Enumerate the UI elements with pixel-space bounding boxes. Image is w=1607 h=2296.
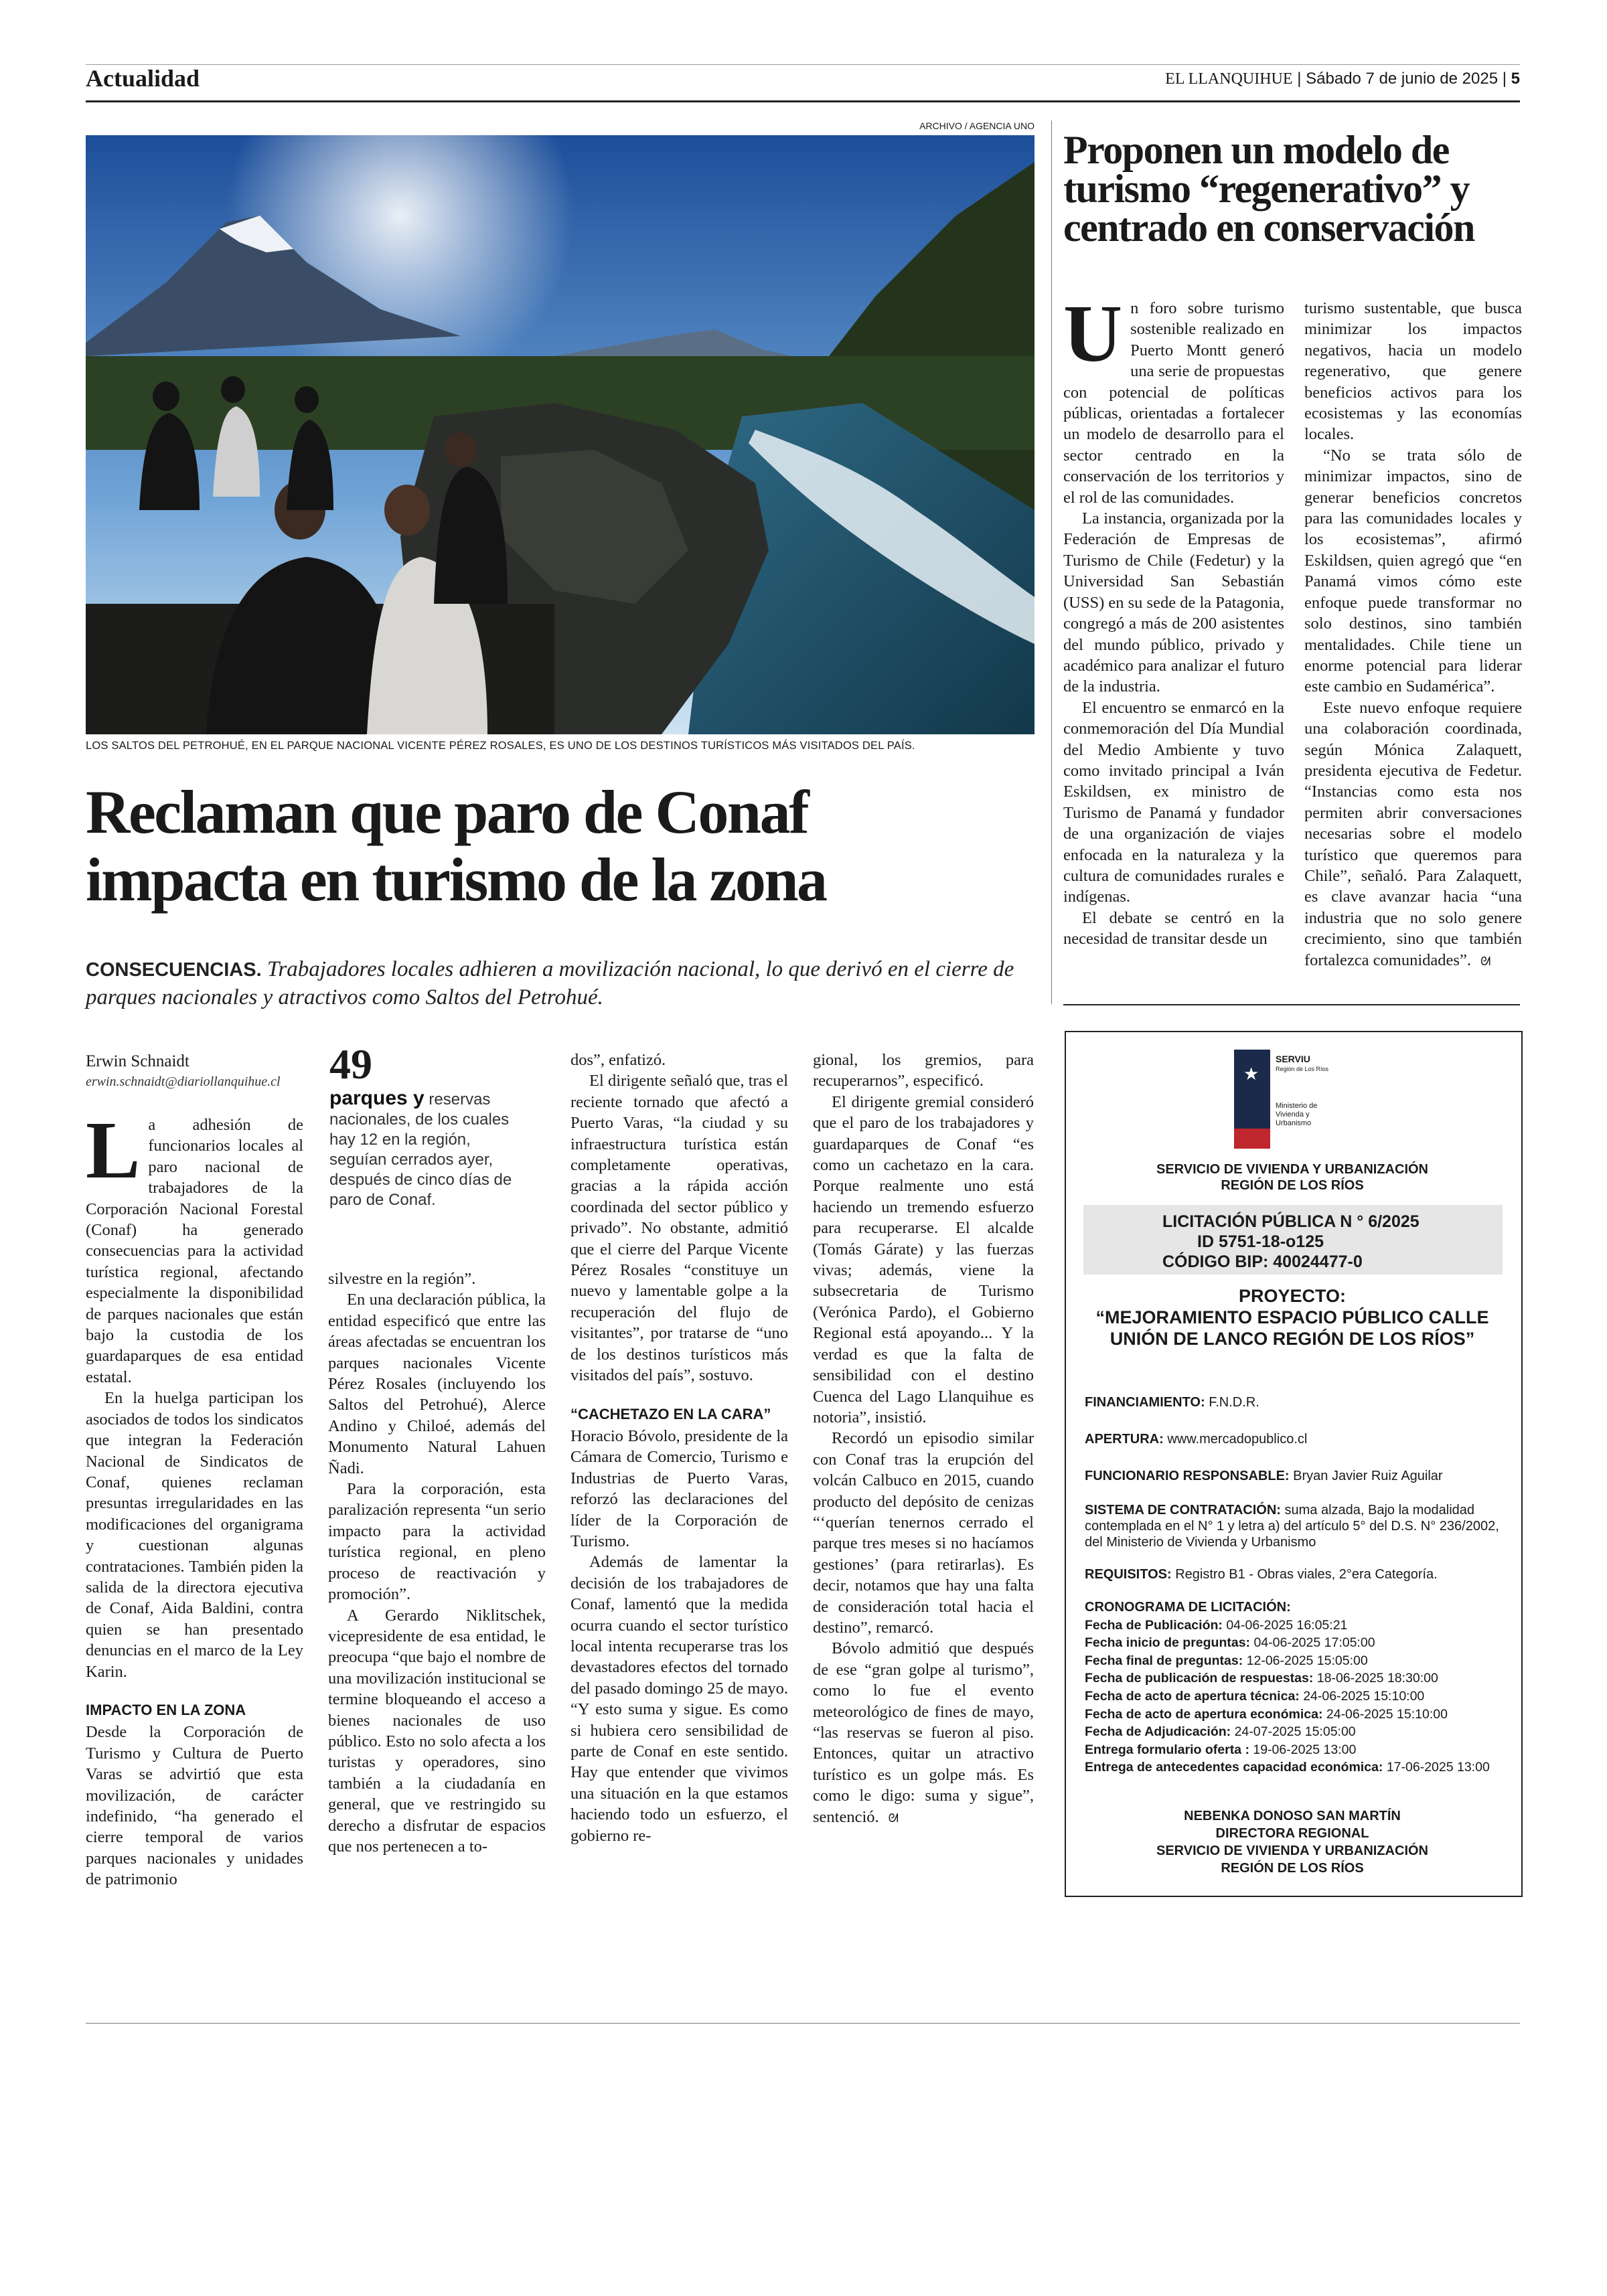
side-column-b: [1304, 298, 1522, 972]
col3-p2: El dirigente señaló que, tras el reciente tornado que afectó a Puerto Varas, “la ciudad y su infraestructura turística están completamente operativas, gracias a la rápida acción coordinada del sector público y privado”. No obstante, admitió que el cierre del Parque Vicente Pérez Rosales “constituye un nuevo y lamentable golpe a la recuperación del flujo de visitantes”, por tratarse de “uno de los destinos turísticos más visitados del país”, sostuvo.: [570, 1072, 788, 1385]
footer-rule: [86, 2023, 1520, 2024]
photo-caption: LOS SALTOS DEL PETROHUÉ, EN EL PARQUE NACIONAL VICENTE PÉREZ ROSALES, ES UNO DE LOS DESTINOS TURÍSTICOS MÁS VISITADOS DEL PAÍS.: [86, 740, 915, 752]
proyecto-label: PROYECTO:: [1238, 1286, 1347, 1306]
col2-p1: silvestre en la región”.: [328, 1270, 476, 1288]
column-divider: [1051, 120, 1052, 1004]
sideA-p2: La instancia, organizada por la Federación de Empresas de Turismo de Chile (Fedetur) y la Universidad San Sebastián (USS) en su sede de la Patagonia, congregó a más de 200 asistentes del mundo público, privado y académico para analizar el futuro de la industria.: [1063, 509, 1284, 696]
section-label: Actualidad: [86, 65, 200, 92]
codigo-bip: CÓDIGO BIP: 40024477-0: [1162, 1252, 1363, 1271]
headline-line-2: impacta en turismo de la zona: [86, 845, 826, 914]
col3-p3: Horacio Bóvolo, presidente de la Cámara de Comercio, Turismo e Industrias de Puerto Varas, reforzó las declaraciones del líder de la Corporación de Turismo.: [570, 1426, 788, 1550]
proyecto: [1071, 1285, 1513, 1349]
cronograma-row: Fecha de publicación de respuestas: 18-06-2025 18:30:00: [1085, 1671, 1438, 1686]
col3-p1: dos”, enfatizó.: [570, 1051, 666, 1069]
col3-p4: Además de lamentar la decisión de los trabajadores de Conaf, lamentó que la medida ocurra cuando el sector turístico local intenta recuperarse tras los devastadores efectos del tornado del pasado domingo 25 de mayo. “Y esto suma y sigue. Es como si hubiera cero sensibilidad de parte de Conaf en este sentido. Hay que entender que vivimos una situación en la que estamos haciendo todo un esfuerzo, el gobierno re-: [570, 1553, 788, 1845]
logo-ministry-text: Ministerio de Vivienda y Urbanismo: [1276, 1102, 1318, 1127]
main-column-1: [86, 1105, 303, 1890]
col4-p2: El dirigente gremial consideró que el paro de los trabajadores y guardaparques de Conaf “es como un cachetazo en la cara. Porque realmente uno está haciendo un tremendo esfuerzo para recuperarse. El alcalde (Tomás Gárate) y las fuerzas vivas; además, viene la subsecretaria de Turismo (Verónica Pardo), el Gobierno Regional está apoyando... Y la verdad es que la falta de sensibilidad con el destino Cuenca del Lago Llanquihue es notoria”, insistió.: [813, 1092, 1034, 1426]
agency-name: SERVICIO DE VIVIENDA Y URBANIZACIÓN REGIÓN DE LOS RÍOS: [1156, 1162, 1428, 1193]
licitacion-id: ID 5751-18-o125: [1197, 1232, 1324, 1251]
col2-p4: A Gerardo Niklitschek, vicepresidente de esa entidad, le preocupa “que bajo el nombre de una movilización institucional se termine bloqueando el acceso a bienes nacionales de uso público. Esto no solo afecta a los turistas y operadores, sino también a la ciudadanía en general, que ve restringido su derecho a disfrutar de espacios que nos pertenecen a to-: [328, 1606, 546, 1856]
main-column-2: [328, 1268, 546, 1857]
main-column-3: [570, 1050, 788, 1846]
apertura: APERTURA: www.mercadopublico.cl: [1085, 1432, 1308, 1447]
col4-p4: Bóvolo admitió que después de ese “gran golpe al turismo”, como lo fue el evento meteorológico de fines de mayo, “las reservas se fueron al piso. Entonces, quitar un atractivo turístico es un golpe más. Es como le digo: suma y sigue”, sentenció.: [813, 1639, 1034, 1826]
stat-text: [329, 1088, 524, 1210]
stat-number: 49: [329, 1040, 372, 1088]
logo-red-strip: [1234, 1129, 1270, 1149]
subhead-cachetazo: “CACHETAZO EN LA CARA”: [570, 1405, 771, 1422]
side-end-mark-icon: ᘛ: [1480, 954, 1491, 969]
headline: [86, 778, 1050, 914]
issue-date: Sábado 7 de junio de 2025: [1306, 70, 1499, 88]
sistema-contratacion: SISTEMA DE CONTRATACIÓN: suma alzada, Bajo la modalidad contemplada en el N° 1 y letra a) del artículo 5° del D.S. N° 236/2002, del Ministerio de Vivienda y Urbanismo: [1085, 1503, 1499, 1550]
signer-role-1: DIRECTORA REGIONAL: [1215, 1826, 1369, 1841]
photo-credit: ARCHIVO / AGENCIA UNO: [919, 120, 1035, 131]
funcionario: FUNCIONARIO RESPONSABLE: Bryan Javier Ruiz Aguilar: [1085, 1469, 1443, 1483]
newspaper-name: EL LLANQUIHUE: [1165, 70, 1293, 88]
cronograma-rows: [1085, 1617, 1513, 1777]
sideA-p1: n foro sobre turismo sostenible realizado en Puerto Montt generó una serie de propuestas con potencial de políticas públicas, orientadas a fortalecer un modelo de desarrollo para el sector centrado en la conservación de los territorios y el rol de las comunidades.: [1063, 299, 1284, 507]
cronograma: [1085, 1598, 1513, 1777]
drop-cap: L: [86, 1105, 141, 1196]
cronograma-row: Fecha de Publicación: 04-06-2025 16:05:21: [1085, 1617, 1348, 1633]
signer-role-3: REGIÓN DE LOS RÍOS: [1221, 1861, 1364, 1876]
lead: [86, 956, 1043, 1011]
author: Erwin Schnaidt: [86, 1052, 189, 1070]
headline-line-1: Reclaman que paro de Conaf: [86, 778, 808, 846]
licitacion-number: LICITACIÓN PÚBLICA N ° 6/2025: [1162, 1212, 1420, 1231]
col4-p1: gional, los gremios, para recuperarnos”, especificó.: [813, 1051, 1034, 1090]
cronograma-row: Entrega de antecedentes capacidad económica: 17-06-2025 13:00: [1085, 1760, 1490, 1775]
sideA-p4: El debate se centró en la necesidad de transitar desde un: [1063, 908, 1284, 949]
cronograma-row: Fecha inicio de preguntas: 04-06-2025 17:05:00: [1085, 1635, 1375, 1651]
sideB-p3: Este nuevo enfoque requiere una colaboración coordinada, según Mónica Zalaquett, presidenta ejecutiva de Fedetur. “Instancias como esta nos permiten abrir conversaciones necesarias sobre el modelo turístico que queremos para Chile”, señaló. Para Zalaquett, es clave avanzar hacia “una industria que no solo genere crecimiento, sino que también fortalezca comunidades”.: [1304, 698, 1522, 969]
signer-name: NEBENKA DONOSO SAN MARTÍN: [1184, 1809, 1401, 1823]
photo-illustration: [86, 135, 1035, 734]
author-email: erwin.schnaidt@diariollanquihue.cl: [86, 1074, 281, 1089]
page-number: 5: [1511, 70, 1520, 88]
cronograma-row: Entrega formulario oferta : 19-06-2025 13:00: [1085, 1742, 1357, 1757]
requisitos: REQUISITOS: Registro B1 - Obras viales, 2°era Categoría.: [1085, 1567, 1438, 1582]
col2-p3: Para la corporación, esta paralización representa “un serio impacto para la actividad turística regional, en pleno proceso de reactivación y promoción”.: [328, 1480, 546, 1604]
col1-p1: a adhesión de funcionarios locales al paro nacional de trabajadores de la Corporación Nacional Forestal (Conaf) ha generado consecuencias para la actividad turística regional, afectando especialmente la disponibilidad de parques nacionales que están bajo la custodia de los guardaparques de esa entidad estatal.: [86, 1116, 303, 1386]
signer-block: [1071, 1807, 1513, 1877]
header-rule: [86, 100, 1520, 102]
lead-label: CONSECUENCIAS.: [86, 959, 262, 981]
sideB-p2: “No se trata sólo de minimizar impactos, sino de generar beneficios concretos para las comunidades locales y los ecosistemas”, afirmó Eskildsen, quien agregó que “en Panamá vimos cómo este enfoque puede transformar no solo destinos, sino también mentalidades. Chile tiene un enorme potencial para liderar este cambio en Sudamérica”.: [1304, 446, 1522, 696]
stat-box: [329, 1040, 524, 1210]
sideB-p1: turismo sustentable, que busca minimizar los impactos negativos, hacia un modelo regenerativo, que genere beneficios activos para los ecosistemas y las economías locales.: [1304, 299, 1522, 444]
cronograma-row: Fecha final de preguntas: 12-06-2025 15:05:00: [1085, 1653, 1368, 1668]
header-top-rule: [86, 64, 1520, 65]
cronograma-row: Fecha de Adjudicación: 24-07-2025 15:05:00: [1085, 1724, 1356, 1740]
chile-shield-icon: ★: [1243, 1064, 1259, 1084]
serviu-logo: [1234, 1050, 1355, 1149]
signer-role-2: SERVICIO DE VIVIENDA Y URBANIZACIÓN: [1156, 1843, 1428, 1858]
col4-p3: Recordó un episodio similar con Conaf tras la erupción del volcán Calbuco en 2015, cuando producto del depósito de cenizas “‘querían tenernos cerrado el parque tres meses si no hacíamos gestiones’ (para retirarlas). Es decir, notamos que hay una falta de consideración total hacia el destino”, remarcó.: [813, 1429, 1034, 1637]
col2-p2: En una declaración pública, la entidad especificó que entre las áreas afectadas se encuentran los parques nacionales Vicente Pérez Rosales (incluyendo los Saltos del Petrohué), Alerce Andino y Chiloé, además del Monumento Natural Lahuen Ñadi.: [328, 1291, 546, 1477]
col1-p3: Desde la Corporación de Turismo y Cultura de Puerto Varas se advirtió que esta movilización, de carácter indefinido, “ha generado el cierre temporal de varios parques nacionales y unidades de patrimonio: [86, 1723, 303, 1889]
side-headline: Proponen un modelo de turismo “regenerativo” y centrado en conservación: [1063, 128, 1474, 250]
financiamiento: FINANCIAMIENTO: F.N.D.R.: [1085, 1395, 1259, 1410]
sideA-p3: El encuentro se enmarcó en la conmemoración del Día Mundial del Medio Ambiente y tuvo como invitado principal a Iván Eskildsen, ex ministro de Turismo de Panamá y fundador de una organización de viajes enfocada en la naturaleza y la cultura de comunidades rurales e indígenas.: [1063, 698, 1284, 906]
proyecto-line-1: “MEJORAMIENTO ESPACIO PÚBLICO CALLE: [1095, 1307, 1489, 1327]
main-column-4: [813, 1050, 1034, 1829]
subhead-impacto: IMPACTO EN LA ZONA: [86, 1701, 246, 1718]
licitacion-band: [1083, 1205, 1503, 1275]
stat-bold: parques y: [329, 1087, 425, 1109]
stat-body: reservas nacionales, de los cuales hay 12 en la región, seguían cerrados ayer, después de cinco días de paro de Conaf.: [329, 1090, 512, 1209]
side-column-a: [1063, 289, 1284, 950]
lead-text: Trabajadores locales adhieren a movilización nacional, lo que derivó en el cierre de parques nacionales y atractivos como Saltos del Petrohué.: [86, 957, 1014, 1009]
cronograma-row: Fecha de acto de apertura técnica: 24-06-2025 15:10:00: [1085, 1688, 1425, 1704]
proyecto-line-2: UNIÓN DE LANCO REGIÓN DE LOS RÍOS”: [1109, 1329, 1475, 1349]
cronograma-row: Fecha de acto de apertura económica: 24-06-2025 15:10:00: [1085, 1706, 1448, 1722]
side-drop-cap: U: [1063, 289, 1123, 379]
side-bottom-rule: [1063, 1004, 1520, 1005]
cronograma-title: CRONOGRAMA DE LICITACIÓN:: [1085, 1600, 1291, 1615]
masthead-info: EL LLANQUIHUE | Sábado 7 de junio de 2025 | 5: [1165, 70, 1520, 88]
col1-p2: En la huelga participan los asociados de todos los sindicatos que integran la Federación Nacional de Sindicatos de Conaf, quienes reclaman presuntas irregularidades en las modificaciones del organigrama y cuestionan algunas contrataciones. También piden la salida de la directora ejecutiva de Conaf, Aida Baldini, contra quien se han presentado denuncias en el marco de la Ley Karin.: [86, 1389, 303, 1681]
logo-serviu-text: SERVIU: [1276, 1054, 1310, 1064]
main-photo: [86, 135, 1035, 734]
logo-region-text: Región de Los Ríos: [1276, 1066, 1329, 1072]
end-mark-icon: ᘛ: [888, 1811, 899, 1825]
